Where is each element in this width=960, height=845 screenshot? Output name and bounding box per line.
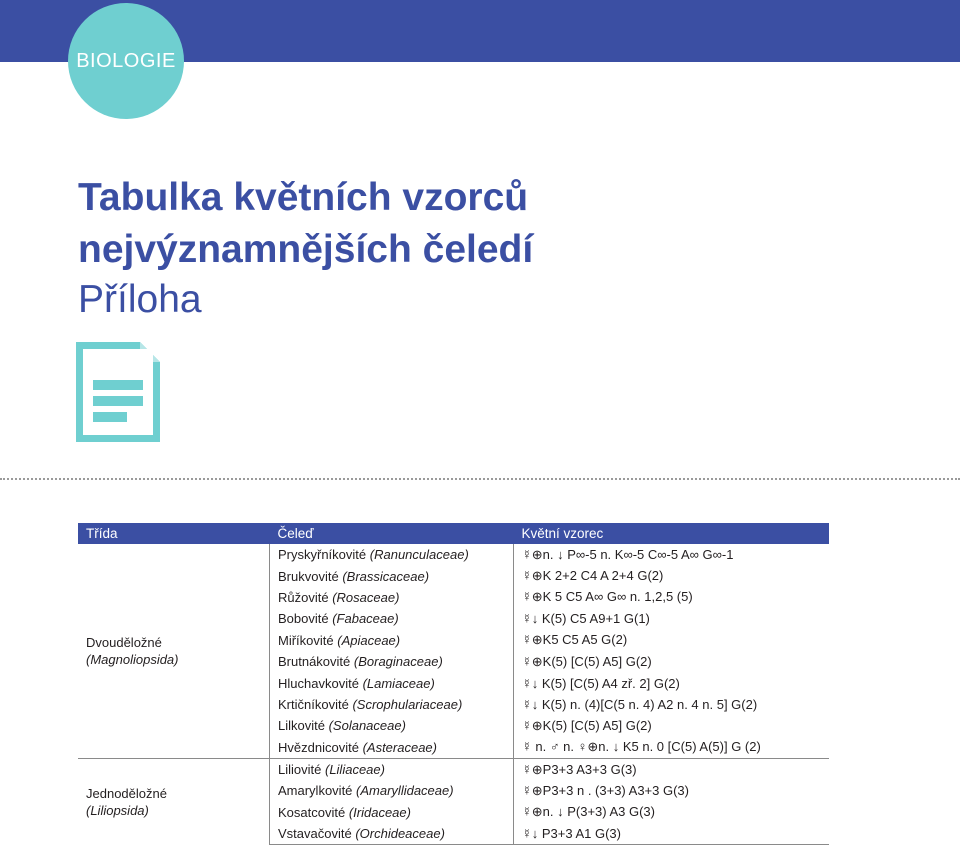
class-latin: (Liliopsida): [86, 802, 149, 818]
family-name: Kosatcovité: [278, 804, 346, 820]
table-row: [78, 758, 829, 780]
family-name: Bobovité: [278, 611, 329, 627]
family-latin: (Iridaceae): [348, 804, 411, 820]
class-cell: [78, 758, 270, 845]
family-name: Pryskyřníkovité: [278, 547, 367, 563]
family-latin: (Fabaceae): [332, 611, 399, 627]
family-cell: [270, 608, 514, 629]
family-latin: (Asteraceae): [362, 739, 437, 755]
class-latin: (Magnoliopsida): [86, 651, 179, 667]
document-icon: [76, 342, 160, 442]
family-cell: [270, 694, 514, 715]
family-cell: [270, 544, 514, 565]
family-cell: [270, 651, 514, 672]
family-latin: (Liliaceae): [324, 762, 385, 778]
family-name: Amarylkovité: [278, 783, 353, 799]
family-latin: (Solanaceae): [328, 718, 406, 734]
table-body: [78, 544, 829, 845]
formula-cell: ☿⊕K5 C5 A5 G(2): [514, 630, 830, 651]
family-name: Miříkovité: [278, 632, 334, 648]
formula-cell: ☿⊕P3+3 A3+3 G(3): [514, 758, 830, 780]
family-cell: [270, 802, 514, 823]
formula-cell: ☿⊕P3+3 n . (3+3) A3+3 G(3): [514, 780, 830, 801]
family-latin: (Apiaceae): [337, 632, 401, 648]
formula-cell: ☿↓ K(5) C5 A9+1 G(1): [514, 608, 830, 629]
formula-cell: ☿↓ K(5) [C(5) A4 zř. 2] G(2): [514, 672, 830, 693]
title-line-1: Tabulka květních vzorců: [78, 176, 529, 219]
family-name: Liliovité: [278, 762, 322, 778]
formula-cell: ☿⊕K 2+2 C4 A 2+4 G(2): [514, 565, 830, 586]
formula-cell: ☿⊕n. ↓ P(3+3) A3 G(3): [514, 802, 830, 823]
family-name: Lilkovité: [278, 718, 325, 734]
class-cell: [78, 544, 270, 758]
family-cell: [270, 715, 514, 736]
family-cell: [270, 758, 514, 780]
family-name: Brutnákovité: [278, 654, 351, 670]
family-cell: [270, 823, 514, 845]
table-header-row: [78, 523, 829, 544]
family-name: Krtičníkovité: [278, 696, 349, 712]
family-name: Brukvovité: [278, 568, 339, 584]
family-latin: (Amaryllidaceae): [356, 783, 454, 799]
family-latin: (Ranunculaceae): [369, 547, 469, 563]
family-latin: (Lamiaceae): [362, 675, 435, 691]
family-cell: [270, 587, 514, 608]
family-name: Růžovité: [278, 589, 329, 605]
formula-cell: ☿⊕K(5) [C(5) A5] G(2): [514, 715, 830, 736]
subject-badge: BIOLOGIE: [68, 3, 184, 119]
family-latin: (Scrophulariaceae): [352, 696, 463, 712]
family-cell: [270, 565, 514, 586]
formula-cell: ☿⊕K 5 C5 A∞ G∞ n. 1,2,5 (5): [514, 587, 830, 608]
family-latin: (Boraginaceae): [353, 654, 443, 670]
family-cell: [270, 672, 514, 693]
family-latin: (Rosaceae): [332, 589, 400, 605]
family-name: Hvězdnicovité: [278, 739, 359, 755]
class-name: Jednoděložné: [86, 785, 167, 801]
section-divider: [0, 478, 960, 480]
formula-cell: ☿⊕n. ↓ P∞-5 n. K∞-5 C∞-5 A∞ G∞-1: [514, 544, 830, 565]
title-line-2: nejvýznamnějších čeledí: [78, 228, 534, 271]
formula-cell: ☿⊕K(5) [C(5) A5] G(2): [514, 651, 830, 672]
header-class: Třída: [78, 523, 270, 544]
formula-cell: ☿↓ P3+3 A1 G(3): [514, 823, 830, 845]
family-cell: [270, 630, 514, 651]
family-name: Vstavačovité: [278, 826, 352, 842]
formula-cell: ☿ n. ♂ n. ♀⊕n. ↓ K5 n. 0 [C(5) A(5)] G (2): [514, 737, 830, 759]
header-family: Čeleď: [270, 523, 514, 544]
page-subtitle: Příloha: [78, 278, 202, 321]
formula-cell: ☿↓ K(5) n. (4)[C(5 n. 4) A2 n. 4 n. 5] G(2): [514, 694, 830, 715]
family-cell: [270, 737, 514, 759]
table-row: [78, 544, 829, 565]
family-cell: [270, 780, 514, 801]
family-latin: (Orchideaceae): [355, 826, 445, 842]
family-name: Hluchavkovité: [278, 675, 359, 691]
family-latin: (Brassicaceae): [342, 568, 430, 584]
header-formula: Květní vzorec: [514, 523, 830, 544]
flower-formula-table: [78, 523, 829, 845]
page-title: [78, 172, 533, 276]
class-name: Dvouděložné: [86, 634, 162, 650]
